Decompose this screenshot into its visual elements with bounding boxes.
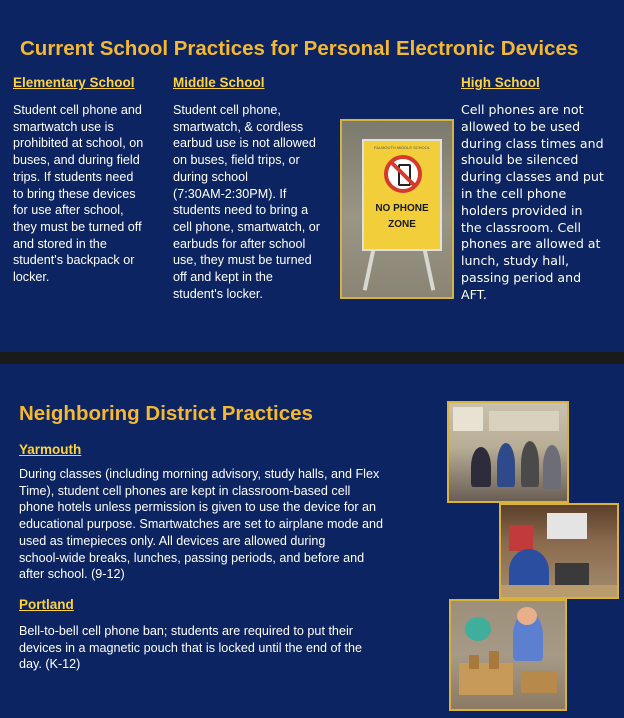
portland-text: Bell-to-bell cell phone ban; students are required to put their devices in a magnetic pouch that is locked until the end of the day. (K-12) [19, 624, 363, 672]
heading-middle-school: Middle School [173, 75, 265, 90]
high-school-text: Cell phones are not allowed to be used during class times and should be silenced during classes and put in the cell phone holders provided in the classroom. Cell phones are allowed at lunch, study hall, passing period and AFT. [461, 102, 604, 302]
student-building-blocks-photo [449, 599, 567, 711]
section-title-neighboring-practices: Neighboring District Practices [19, 402, 313, 425]
student-laptop-photo [499, 503, 619, 599]
elementary-school-text: Student cell phone and smartwatch use is prohibited at school, on buses, and during field trips. If students need to bring these devices for use after school, they must be turned off and stored in the student's backpack or locker. [13, 103, 144, 285]
heading-portland: Portland [19, 597, 74, 612]
middle-school-text: Student cell phone, smartwatch, & cordless earbud use is not allowed on buses, field trips, or during school (7:30AM-2:30PM). If students need to bring a cell phone, smartwatch, or earbuds for after school use, they must be turned off and kept in the student's locker. [173, 103, 320, 301]
heading-elementary-school: Elementary School [13, 75, 135, 90]
yarmouth-text: During classes (including morning advisory, study halls, and Flex Time), student cell phones are kept in classroom-based cell phone hotels unless permission is given to use the device for an educational purpose. Smartwatches are set to airplane mode and used as timepieces only. All devices are allowed during school-wide breaks, lunches, passing periods, and before and after school. (9-12) [19, 467, 384, 582]
heading-high-school: High School [461, 75, 540, 90]
classroom-students-photo [447, 401, 569, 503]
no-phone-zone-sign-photo [340, 119, 454, 299]
no-phone-icon [384, 155, 422, 193]
section-title-current-practices: Current School Practices for Personal Electronic Devices [20, 37, 579, 60]
heading-yarmouth: Yarmouth [19, 442, 82, 457]
no-phone-zone-sign: FALMOUTH MIDDLE SCHOOL NO PHONE ZONE [362, 139, 442, 251]
current-practices-panel [0, 0, 624, 352]
